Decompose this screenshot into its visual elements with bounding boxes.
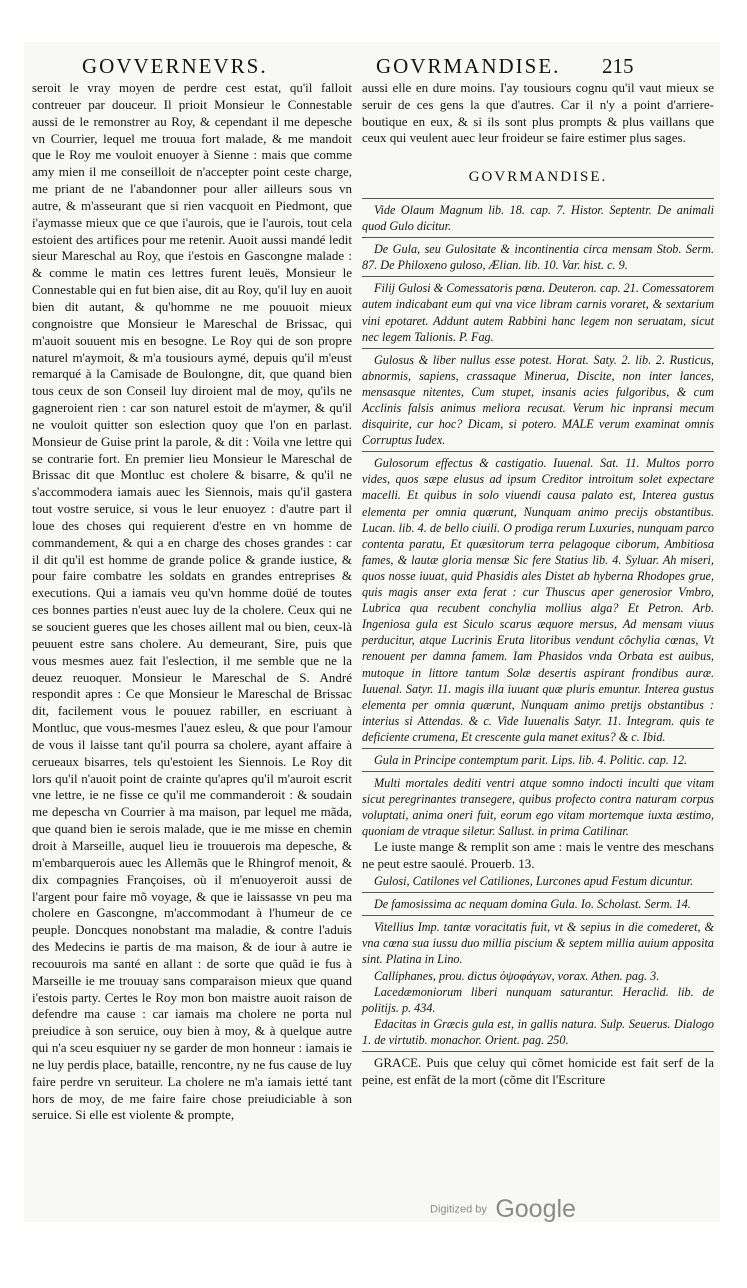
section-title: GOVRMANDISE.	[468, 169, 608, 186]
entry-filij-gulosi: Filij Gulosi & Comessatoris pœna. Deuteron. cap. 21. Comessatorem autem indicabant eum qui vna vice libram carnis voraret, & sextarium vini epotaret. Addunt autem Rabbini hanc legem non seruatam, sicut nec legem Talionis. P. Fag.	[362, 281, 714, 344]
entry-rule	[362, 748, 714, 749]
right-column-intro: aussi elle en dure moins. I'ay tousiours cognu qu'il vaut mieux se seruir de ces gens la que d'autres. Car il n'y a point d'arriere-boutique en eux, & si ils sont plus prompts & plus vaillans que ceux qui veulent auec leur froideur se faire estimer plus sages.	[362, 80, 714, 146]
entry-gula-principe: Gula in Principe contemptum parit. Lips. lib. 4. Politic. cap. 12.	[374, 752, 688, 767]
section-rule	[362, 198, 714, 199]
right-column	[362, 80, 714, 1089]
entry-rule	[362, 771, 714, 772]
entry-multi-mortales: Multi mortales dediti ventri atque somno indocti inculti que vitam sicut peregrinantes transegere, quibus profecto contra naturam corpus voluptati, anima oneri fuit, eorum ego vitam mortemque iuxta æstimo, quoniam de vtraque siletur. Sallust. in prima Catilinar.	[362, 776, 714, 839]
entry-rule	[362, 348, 714, 349]
book-page	[24, 42, 720, 1222]
entry-rule	[362, 276, 714, 277]
entry-catilones: Gulosi, Catilones vel Catiliones, Lurcones apud Festum dicuntur.	[374, 874, 694, 889]
entry-rule	[362, 892, 714, 893]
entry-olaus: Vide Olaum Magnum lib. 18. cap. 7. Histor. Septentr. De animali quod Gulo dicitur.	[362, 202, 714, 234]
entry-rule	[362, 237, 714, 238]
left-column	[32, 80, 352, 1124]
page-number: 215	[602, 54, 634, 78]
entry-rule	[362, 915, 714, 916]
entry-rule	[362, 451, 714, 452]
entry-domina-gula: De famosissima ac nequam domina Gula. Io. Scholast. Serm. 14.	[374, 897, 691, 912]
digitized-by-text: Digitized by	[430, 1203, 487, 1216]
entry-le-iuste: Le iuste mange & remplit son ame : mais le ventre des meschans ne peut estre saoulé. Prouerb. 13.	[362, 839, 714, 872]
entry-rule	[362, 1051, 714, 1052]
digitized-watermark	[430, 1195, 576, 1224]
google-logo: Google	[495, 1195, 576, 1223]
running-head-left: GOVVERNEVRS.	[82, 54, 268, 78]
entry-grace: GRACE. Puis que celuy qui cõmet homicide est fait serf de la peine, est enfãt de la mort (cõme dit l'Escriture	[362, 1054, 714, 1087]
entry-edacitas: Edacitas in Græcis gula est, in gallis natura. Sulp. Seuerus. Dialogo 1. de virtutib. monachor. Orient. pag. 250.	[362, 1016, 714, 1047]
entry-calliphanes: Calliphanes, prou. dictus ὀψοφάγων, vorax. Athen. pag. 3.	[374, 968, 660, 983]
left-column-text: seroit le vray moyen de perdre cest estat, qu'il falloit contreuer par douceur. Il prioit Monsieur le Connestable aussi de le remonstrer au Roy, & cependant il me depesche vn Courrier, lequel me trouua fort malade, & me mandoit que le Roy me vouloit enuoyer à Sienne : mais que comme amy mien il me conseilloit de n'accepter point ceste charge, me priant de ne l'abandonner pour aller ailleurs sous vn autre, & m'asseurant que si rien vacquoit en Piedmont, que i'aymasse mieux que ce que i'aurois, que ie l'aurois, tout cela estoient des artifices pour me retenir. Auoit aussi mandé ledit sieur Mareschal au Roy, que i'estois en Gascongne malade : & comme le matin ces lettres furent leuës, Monsieur le Connestable qui en fut bien aise, dit au Roy, qu'il luy en auoit bien dit autant, & qu'homme ne me pouuoit mieux congnoistre que Monsieur le Mareschal de Brissac, qui m'auoit souuent mis en besogne. Le Roy qui de son propre naturel m'aymoit, & m'a tousiours aymé, depuis qu'il m'eust remarqué à la Camisade de Boulongne, dit, que quand bien tous ceux de son Conseil luy diroient mal de moy, qu'ils ne gagneroient rien : car son naturel estoit de m'aymer, & qu'il ne vouloit quitter son eslection quoy que l'on en parlast. Monsieur de Guise print la parole, & dit : Voila vne lettre qui se contrarie fort. En premier lieu Monsieur le Mareschal de Brissac dit que Montluc est cholere & bisarre, & qu'il ne s'accommodera iamais auec les Siennois, mais qu'il gastera tout vostre seruice, si vous le leur enuoyez : d'autre part il loue des choses qui requierent d'estre en vn homme de commandement, & qui a en charge des choses grandes : car il dit qu'il est homme de grande police & grande iustice, & pour faire combatre les soldats en grandes entreprises & executions. Qui a iamais veu qu'vn homme doüé de toutes ces bonnes parties n'eust auec luy de la cholere. Ceux qui ne se soucient gueres que les choses aillent mal ou bien, ceux-là peuuent estre sans cholere. Au demeurant, Sire, puis que vous mesmes auez fait l'eslection, il me semble que ne la deuez reuoquer. Monsieur le Mareschal de S. André respondit apres : Ce que Monsieur le Mareschal de Brissac dit, facilement vous le pouuez rabiller, en escriuant à Montluc, que vous-mesmes l'auez esleu, & que pour l'amour de vous il laisse tant qu'il pourra sa cholere, ayant affaire à cerueaux bisarres, tels qu'estoient les Siennois. Le Roy dit lors qu'il n'auoit point de crainte qu'apres qu'il m'auroit escrit vne lettre, ie ne fisse ce qu'il me commanderoit : & soudain me depescha vn Courrier à ma maison, par lequel me mãda, que quand bien ie serois malade, que ie me misse en chemin droit à Marseille, auquel lieu ie trouuerois ma depesche, & m'embarquerois auec les Allemãs que le Rhingrof menoit, & dix compagnies Françoises, où il m'enuoyeroit aussi de l'argent pour faire mõ voyage, & que ie laissasse vn peu ma cholere en Gascongne, m'accommodant à l'humeur de ce peuple. Doncques nonobstant ma maladie, & contre l'aduis des Medecins ie partis de ma maison, & de iour à autre ie recouurois ma santé en allant : de sorte que quãd ie fus à Marseille ie me trouuay sans comparaison mieux que quand i'estois party. Certes le Roy mon bon maistre auoit raison de defendre ma cause : car iamais ma cholere ne porta nul preiudice à son seruice, ouy bien à moy, & à quelque autre qui n'a sceu esquiuer ny se garder de mon honneur : iamais ie ne luy perdis place, bataille, rencontre, ny ne fus cause de luy faire perdre vn seruiteur. La cholere ne m'a iamais ietté tant hors de moy, de me faire faire chose preiudiciable à son seruice. Si elle est violente & prompte,	[32, 80, 352, 1123]
running-head-center: GOVRMANDISE.	[376, 54, 561, 78]
entry-gulosorum-effectus: Gulosorum effectus & castigatio. Iuuenal. Sat. 11. Multos porro vides, quos sæpe elusus ad ipsum Creditor introitum solet expectare macelli. Et quibus in solo viuendi causa palato est, Interea gustus elementa per omnia quærunt, Nunquam animo precijs obstantibus. Lucan. lib. 4. de bello ciuili. O prodiga rerum Luxuries, nunquam parco contenta paratu, Et quæsitorum terra pelagoque ciborum, Ambitiosa fames, & lautæ gloria mensæ Sic fere Statius lib. 4. Syluar. Ah miseri, quos nosse iuuat, quid Phasidis ales Distet ab hyberna Rhodopes grue, quis magis anser exta ferat : cur Thuscus aper generosior Vmbro, Lubrica qua recubent conchylia mollius alga? Et Petron. Arb. Ingeniosa gula est Siculo scarus æquore mersus, Ad mensam viuus perducitur, atque Lucrinis Eruta litoribus vendunt côchylia cœnas, Vt renouent per damna famem. Iam Phasidos vnda Orbata est auibus, mutoque in littore tantum Solæ desertis aspirant frondibus auræ. Iuuenal. Satyr. 11. magis illa iuuant quæ pluris emuntur. Interea gustus elementa per omnia quærunt, Nunquam animo pretijs obstantibus : interius si Attendas. & c. Vide Iuuenalis Satyr. 11. Integram. quis te deficiente crumena, Et crescente gula manet exitus? & c. Ibid.	[362, 456, 714, 744]
entry-de-gula: De Gula, seu Gulositate & incontinentia circa mensam Stob. Serm. 87. De Philoxeno guloso, Ælian. lib. 10. Var. hist. c. 9.	[362, 242, 714, 273]
entry-lacedaemoniorum: Lacedæmoniorum liberi nunquam saturantur. Heraclid. lib. de politijs. p. 434.	[362, 984, 714, 1015]
entry-gulosus-liber: Gulosus & liber nullus esse potest. Horat. Saty. 2. lib. 2. Rusticus, abnormis, sapiens, crassaque Minerua, Discite, non inter lances, mensasque nitentes, Cum stupet, insanis acies fulgoribus, & cum Acclinis falsis animus meliora recusat. Verum hic inpransi mecum disquirite, cur hoc? Dicam, si potero. MALE verum examinat omnis Corruptus Iudex.	[362, 352, 714, 448]
entry-vitellius: Vitellius Imp. tantæ voracitatis fuit, vt & sepius in die comederet, & vna cœna sua iussu duo millia piscium & septem millia auium apposita sint. Platina in Lino.	[362, 920, 714, 967]
